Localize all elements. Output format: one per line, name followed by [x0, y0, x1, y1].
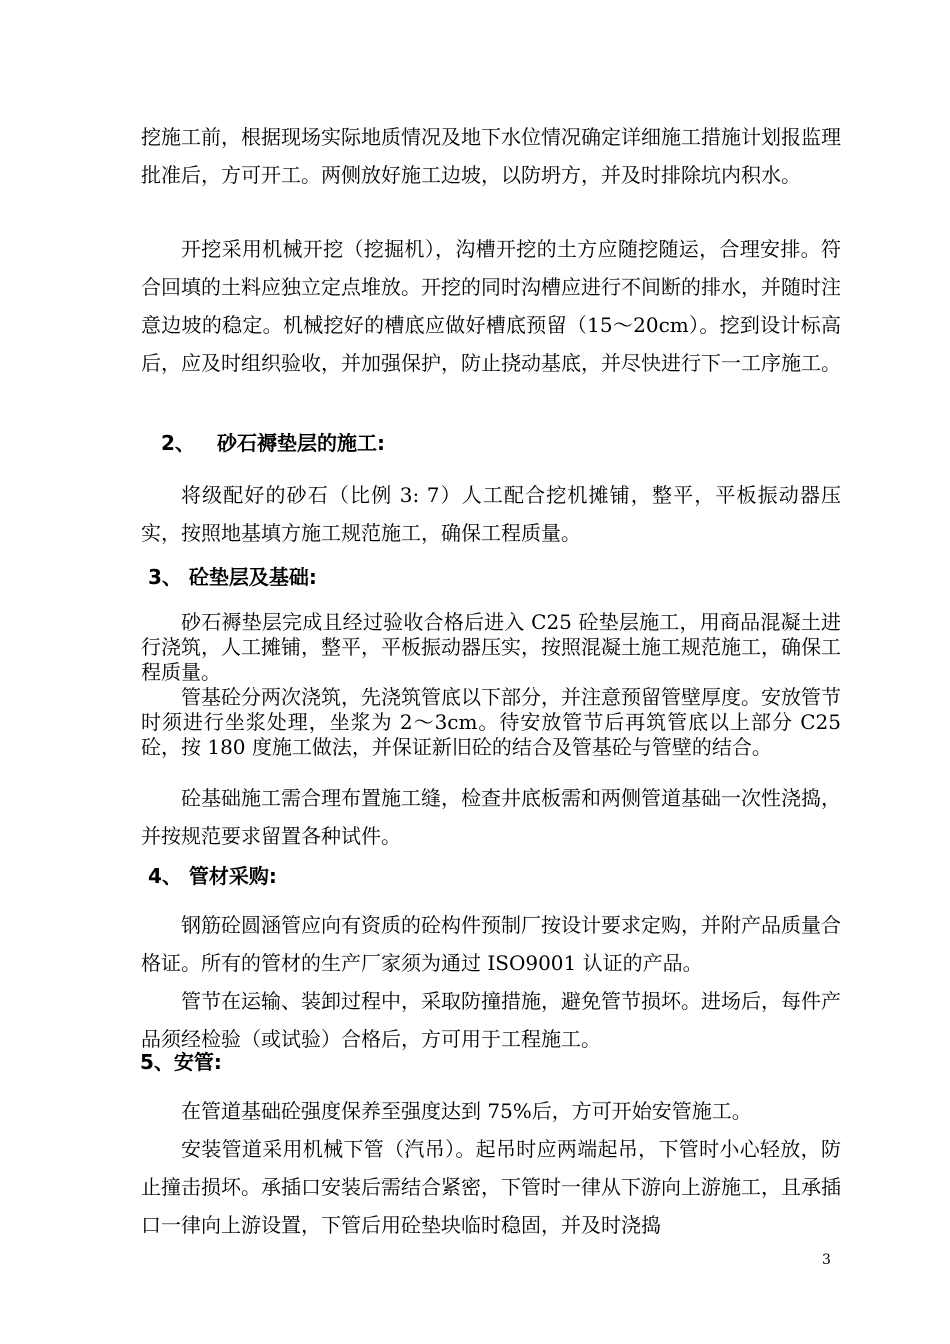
- paragraph-concrete-cushion: 砂石褥垫层完成且经过验收合格后进入 C25 砼垫层施工，用商品混凝土进行浇筑，人工摊铺，整平，平板振动器压实，按照混凝土施工规范施工，确保工程质量。: [141, 610, 841, 684]
- paragraph-excavation-method: 开挖采用机械开挖（挖掘机），沟槽开挖的土方应随挖随运，合理安排。符合回填的土料应独立定点堆放。开挖的同时沟槽应进行不间断的排水，并随时注意边坡的稳定。机械挖好的槽底应做好槽底预留（15～20cm）。挖到设计标高后，应及时组织验收，并加强保护，防止挠动基底，并尽快进行下一工序施工。: [141, 237, 841, 375]
- heading-section-5: 5、安管:: [140, 1050, 222, 1074]
- paragraph-pipe-install-start: 在管道基础砼强度保养至强度达到 75%后，方可开始安管施工。: [181, 1099, 752, 1123]
- heading-section-4: 4、 管材采购:: [148, 864, 277, 888]
- paragraph-pipe-transport: 管节在运输、装卸过程中，采取防撞措施，避免管节损坏。进场后，每件产品须经检验（或试验）合格后，方可用于工程施工。: [141, 989, 841, 1051]
- paragraph-construction-joint: 砼基础施工需合理布置施工缝，检查井底板需和两侧管道基础一次性浇捣，并按规范要求留置各种试件。: [141, 786, 841, 848]
- heading-section-2-title: 砂石褥垫层的施工:: [217, 431, 385, 455]
- paragraph-pipe-base-concrete: 管基砼分两次浇筑，先浇筑管底以下部分，并注意预留管壁厚度。安放管节时须进行坐浆处理，坐浆为 2～3cm。待安放管节后再筑管底以上部分 C25 砼，按 180 度施工做法，并保证新旧砼的结合及管基砼与管壁的结合。: [141, 685, 841, 759]
- paragraph-gravel-cushion: 将级配好的砂石（比例 3: 7）人工配合挖机摊铺，整平，平板振动器压实，按照地基填方施工规范施工，确保工程质量。: [141, 483, 841, 545]
- heading-section-3: 3、 砼垫层及基础:: [148, 565, 317, 589]
- page-number: 3: [822, 1252, 831, 1268]
- paragraph-excavation-intro: 挖施工前，根据现场实际地质情况及地下水位情况确定详细施工措施计划报监理批准后，方可开工。两侧放好施工边坡，以防坍方，并及时排除坑内积水。: [141, 125, 841, 187]
- paragraph-pipe-procurement: 钢筋砼圆涵管应向有资质的砼构件预制厂按设计要求定购，并附产品质量合格证。所有的管材的生产厂家须为通过 ISO9001 认证的产品。: [141, 913, 841, 975]
- paragraph-pipe-lowering: 安装管道采用机械下管（汽吊）。起吊时应两端起吊，下管时小心轻放，防止撞击损坏。承插口安装后需结合紧密，下管时一律从下游向上游施工，且承插口一律向上游设置，下管后用砼垫块临时稳固，并及时浇捣: [141, 1137, 841, 1237]
- heading-section-2: [161, 429, 385, 457]
- heading-section-2-number: 2、: [161, 431, 195, 455]
